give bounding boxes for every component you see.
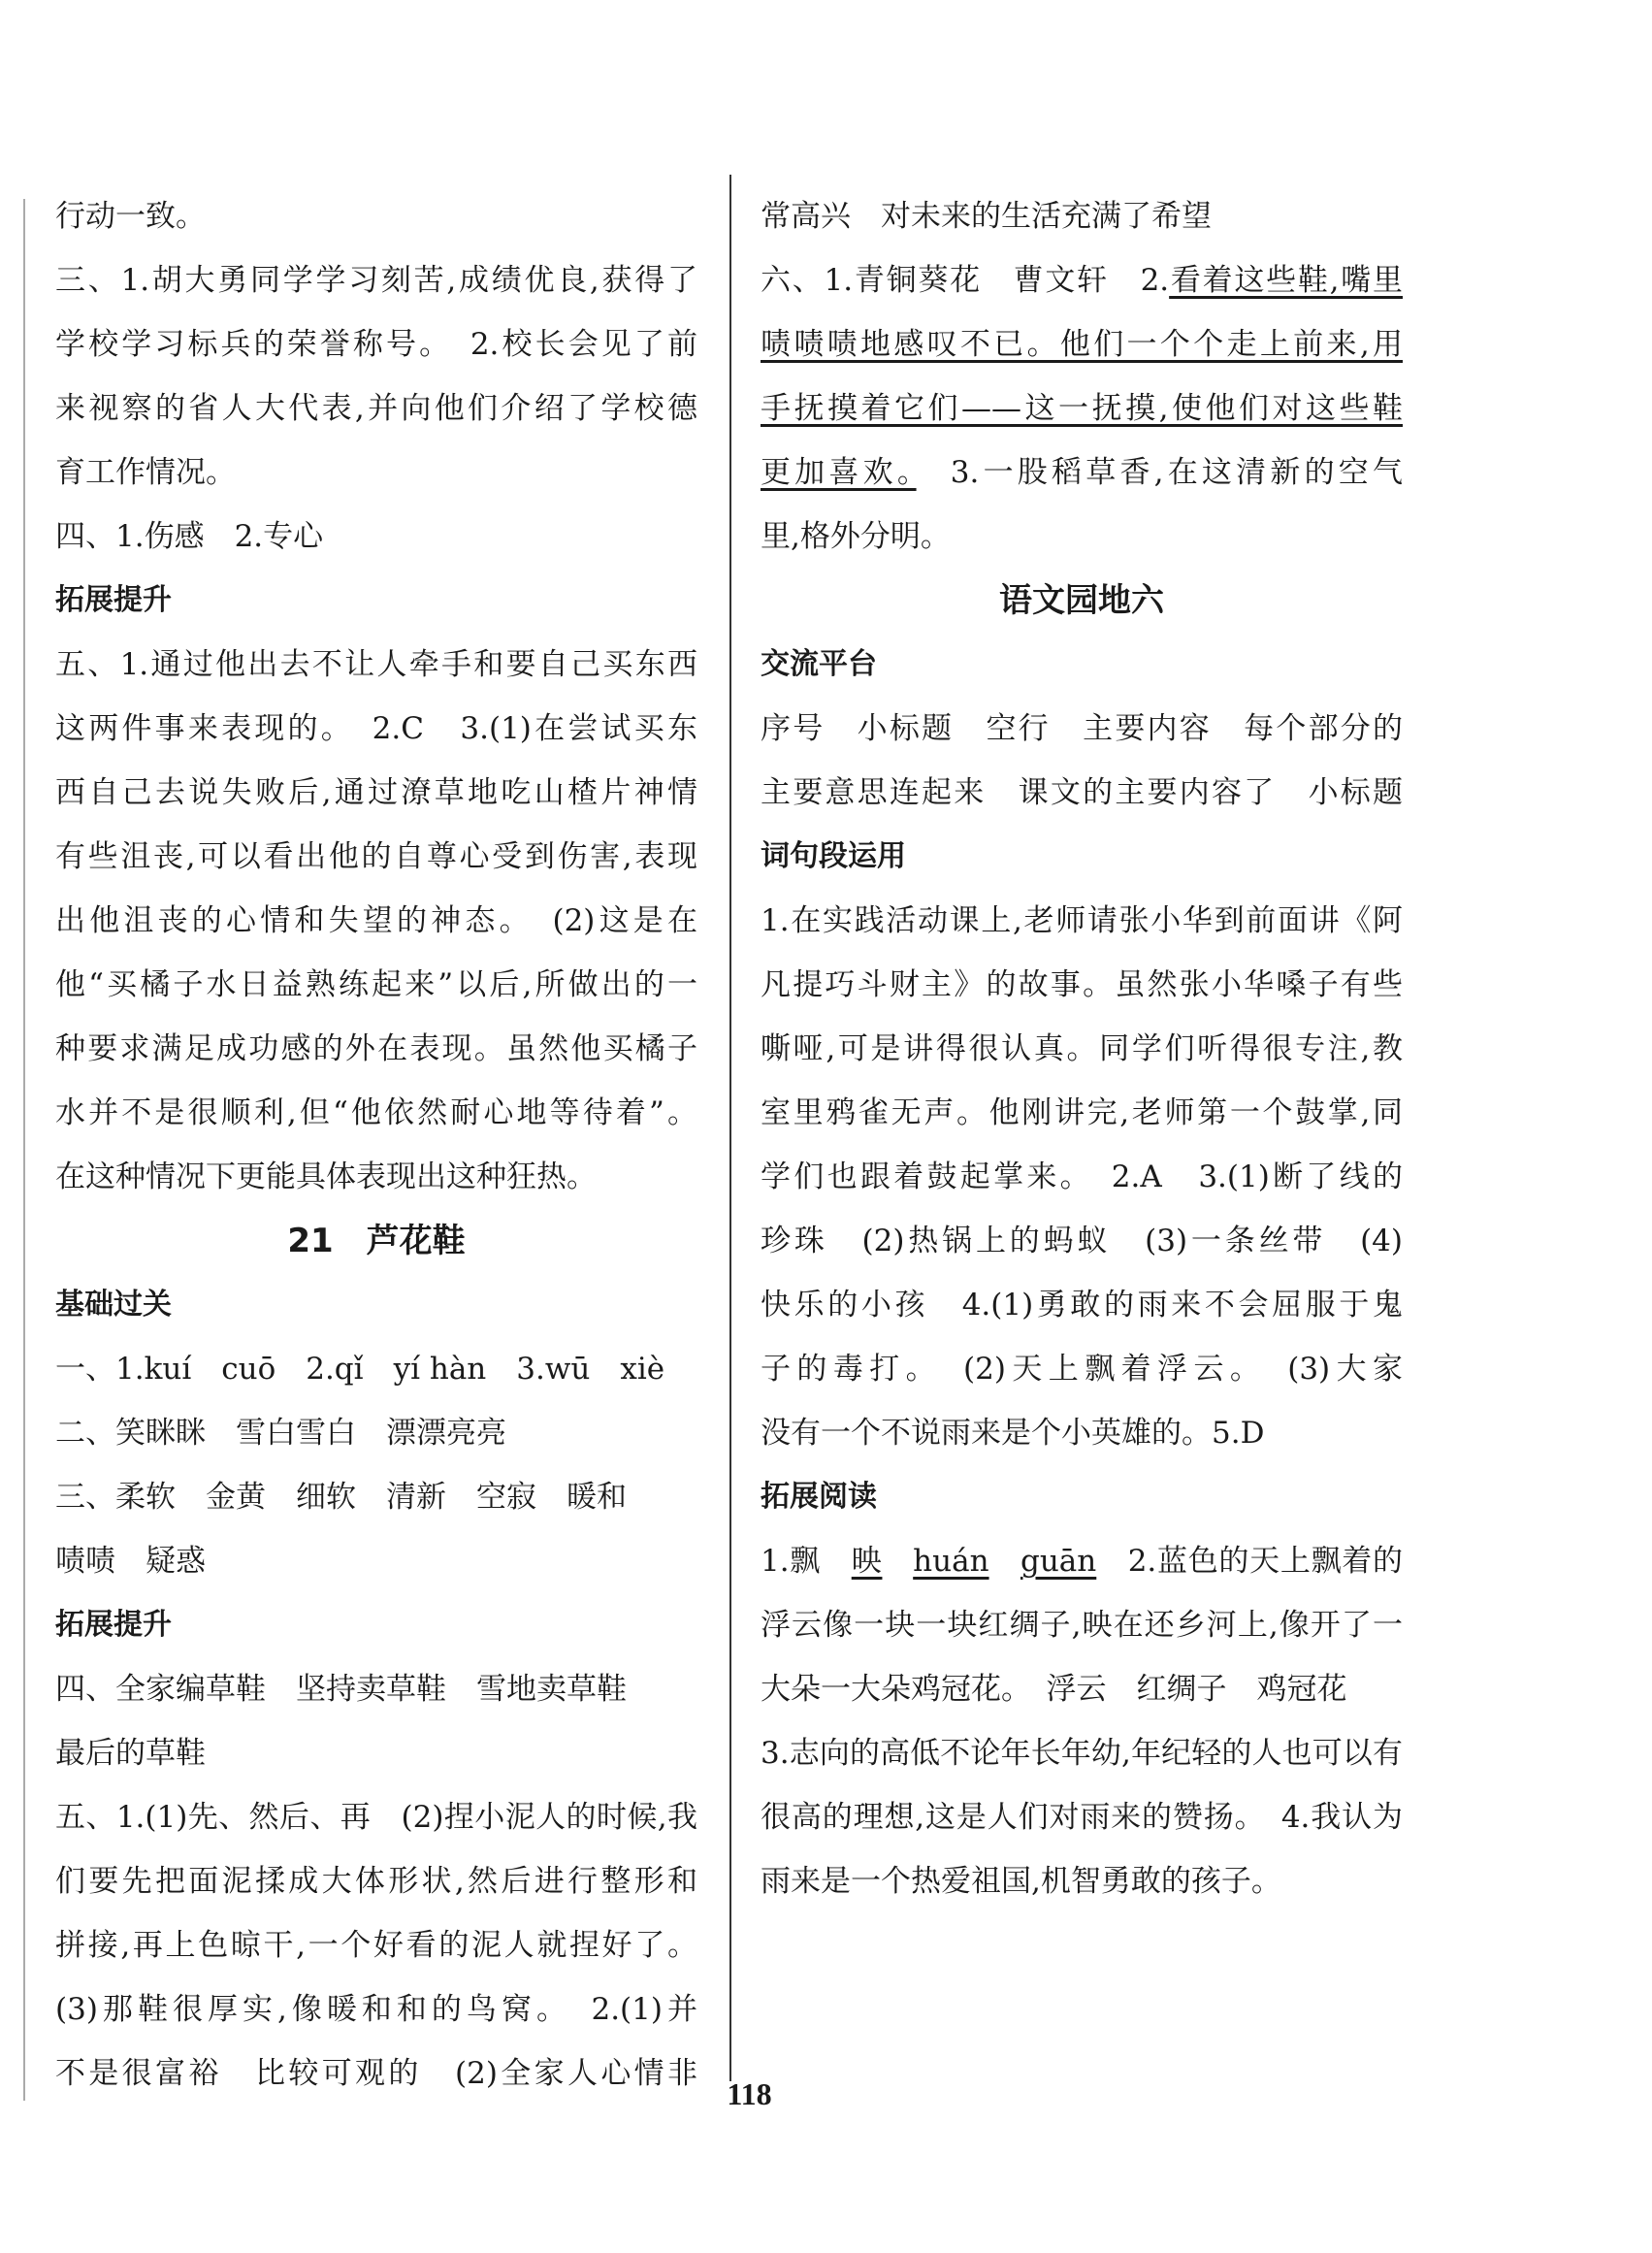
section-heading: 基础过关 (55, 1288, 172, 1322)
text-line: 主要意思连起来 课文的主要内容了 小标题 (761, 775, 1403, 810)
text-line: 六、1.青铜葵花 曹文轩 2.看着这些鞋,嘴里 (761, 263, 1403, 298)
text-line: 育工作情况。 (55, 455, 236, 490)
text-line: 西自己去说失败后,通过潦草地吃山楂片神情 (55, 775, 697, 810)
text-line: 们要先把面泥揉成大体形状,然后进行整形和 (55, 1864, 697, 1899)
lesson-title: 21 芦花鞋 (287, 1222, 466, 1260)
text-line: 手抚摸着它们——这一抚摸,使他们对这些鞋 (761, 391, 1403, 426)
text-line: 啧啧 疑惑 (55, 1544, 206, 1579)
text-line: 子的毒打。 (2)天上飘着浮云。 (3)大家 (761, 1352, 1403, 1387)
section-heading: 交流平台 (761, 647, 877, 681)
text-line: 这两件事来表现的。 2.C 3.(1)在尝试买东 (55, 711, 697, 746)
left-column (55, 184, 697, 2106)
text-line: 在这种情况下更能具体表现出这种狂热。 (55, 1159, 597, 1194)
text-line: 凡提巧斗财主》的故事。虽然张小华嗓子有些 (761, 967, 1403, 1002)
text-line: 学们也跟着鼓起掌来。 2.A 3.(1)断了线的 (761, 1159, 1403, 1194)
text-line: 序号 小标题 空行 主要内容 每个部分的 (761, 711, 1403, 746)
text-line: 学校学习标兵的荣誉称号。 2.校长会见了前 (55, 327, 697, 362)
text-line: 1.在实践活动课上,老师请张小华到前面讲《阿 (761, 903, 1403, 938)
text-line: 最后的草鞋 (55, 1736, 206, 1771)
text-line: 一、1.kuí cuō 2.qǐ yí hàn 3.wū xiè (55, 1352, 665, 1387)
right-column (761, 184, 1403, 1913)
text-line: 啧啧啧地感叹不已。他们一个个走上前来,用 (761, 327, 1403, 362)
text-line: 不是很富裕 比较可观的 (2)全家人心情非 (55, 2056, 697, 2091)
text-line: 三、1.胡大勇同学学习刻苦,成绩优良,获得了 (55, 263, 697, 298)
text-line: 拼接,再上色晾干,一个好看的泥人就捏好了。 (55, 1928, 697, 1963)
section-heading: 拓展提升 (55, 583, 172, 617)
text-line: 四、全家编草鞋 坚持卖草鞋 雪地卖草鞋 (55, 1672, 627, 1707)
text-line: 有些沮丧,可以看出他的自尊心受到伤害,表现 (55, 839, 697, 874)
text-line: 里,格外分明。 (761, 519, 951, 554)
column-divider (729, 175, 731, 2081)
lesson-title: 语文园地六 (999, 581, 1164, 620)
text-line: 五、1.通过他出去不让人牵手和要自己买东西 (55, 647, 697, 682)
text-line: (3)那鞋很厚实,像暖和和的鸟窝。 2.(1)并 (55, 1992, 697, 2027)
section-heading: 拓展阅读 (761, 1480, 877, 1514)
text-line: 来视察的省人大代表,并向他们介绍了学校德 (55, 391, 697, 426)
text-line: 二、笑眯眯 雪白雪白 漂漂亮亮 (55, 1416, 506, 1451)
text-line: 室里鸦雀无声。他刚讲完,老师第一个鼓掌,同 (761, 1095, 1403, 1130)
text-line: 更加喜欢。 3.一股稻草香,在这清新的空气 (761, 455, 1403, 490)
text-line: 浮云像一块一块红绸子,映在还乡河上,像开了一 (761, 1608, 1403, 1643)
text-line: 大朵一大朵鸡冠花。 浮云 红绸子 鸡冠花 (761, 1672, 1347, 1707)
text-line: 1.飘 映 huán guān 2.蓝色的天上飘着的 (761, 1544, 1403, 1579)
text-line: 他“买橘子水日益熟练起来”以后,所做出的一 (55, 967, 697, 1002)
text-line: 行动一致。 (55, 199, 206, 234)
text-line: 种要求满足成功感的外在表现。虽然他买橘子 (55, 1031, 697, 1066)
text-line: 很高的理想,这是人们对雨来的赞扬。 4.我认为 (761, 1800, 1403, 1835)
text-line: 雨来是一个热爱祖国,机智勇敢的孩子。 (761, 1864, 1281, 1899)
text-line: 快乐的小孩 4.(1)勇敢的雨来不会屈服于鬼 (761, 1288, 1403, 1322)
section-heading: 拓展提升 (55, 1608, 172, 1642)
text-line: 3.志向的高低不论年长年幼,年纪轻的人也可以有 (761, 1736, 1403, 1771)
text-line: 出他沮丧的心情和失望的神态。 (2)这是在 (55, 903, 697, 938)
text-line: 四、1.伤感 2.专心 (55, 519, 324, 554)
text-line: 珍珠 (2)热锅上的蚂蚁 (3)一条丝带 (4) (761, 1224, 1403, 1258)
text-line: 嘶哑,可是讲得很认真。同学们听得很专注,教 (761, 1031, 1403, 1066)
text-line: 五、1.(1)先、然后、再 (2)捏小泥人的时候,我 (55, 1800, 697, 1835)
section-heading: 词句段运用 (761, 839, 906, 873)
text-line: 常高兴 对未来的生活充满了希望 (761, 199, 1212, 234)
text-line: 没有一个不说雨来是个小英雄的。5.D (761, 1416, 1265, 1451)
page-number: 118 (727, 2076, 772, 2111)
text-line: 三、柔软 金黄 细软 清新 空寂 暖和 (55, 1480, 627, 1515)
scan-edge (23, 199, 25, 2101)
text-line: 水并不是很顺利,但“他依然耐心地等待着”。 (55, 1095, 697, 1130)
